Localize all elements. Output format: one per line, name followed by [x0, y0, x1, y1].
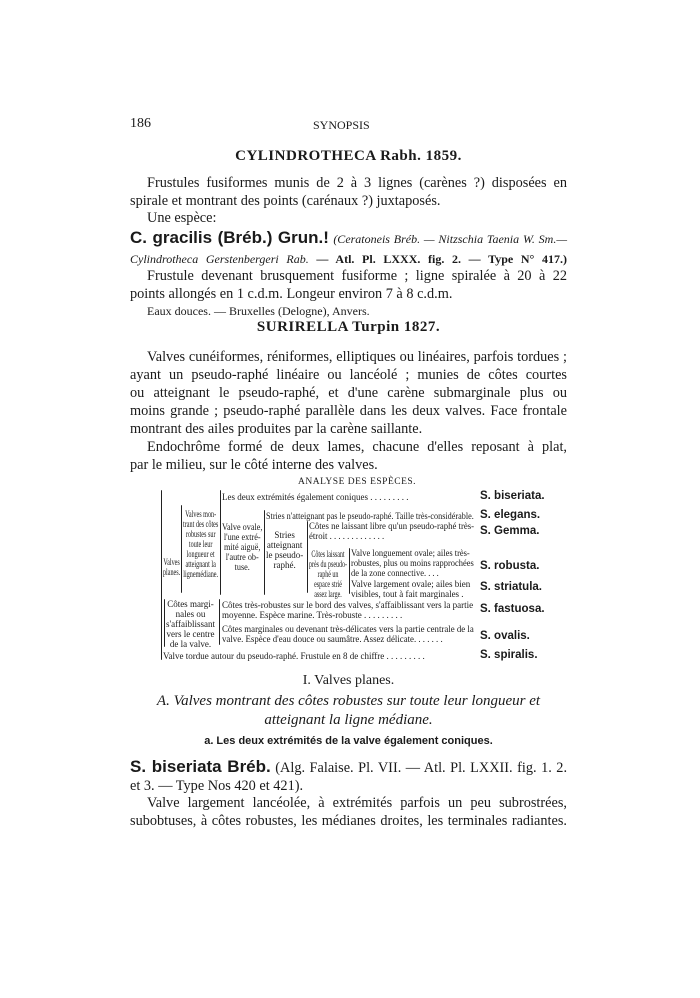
- text-line: Valves cunéiformes, réniformes, elliptiques ou linéaires, parfois tordues ;: [147, 349, 567, 365]
- section-subtitle: atteignant la ligne médiane.: [264, 712, 433, 728]
- key-text-line: assez large.: [314, 589, 342, 599]
- brace: [181, 505, 182, 593]
- key-text-line: moyenne. Espèce marine. Très-robuste . . . . . . . . .: [222, 610, 403, 620]
- lead-striatula: [351, 579, 470, 599]
- lead-fastuosa: [222, 600, 473, 620]
- key-text-line: tuse.: [234, 562, 250, 572]
- lead-robusta: [351, 548, 474, 578]
- species-name: C. gracilis (Bréb.) Grun.!: [130, 228, 329, 247]
- key-text-line: espace strié: [314, 579, 342, 589]
- atlas-ref: — Atl. Pl. LXXX. fig. 2. — Type N° 417.): [316, 252, 568, 266]
- key-text-line: valve. Espèce d'eau douce ou saumâtre. Assez délicate. . . . . . .: [222, 634, 443, 644]
- key-text-line: trant des côtes: [183, 519, 219, 529]
- key-text-line: le pseudo-: [266, 550, 304, 560]
- text-line: par le milieu, sur le côté interne des valves.: [130, 457, 378, 473]
- species-striatula: S. striatula.: [480, 581, 542, 593]
- key-text-line: raphé un: [317, 569, 339, 579]
- species-elegans: S. elegans.: [480, 509, 541, 521]
- brace: [220, 490, 221, 595]
- text-line: Valve largement lancéolée, à extrémités parfois un peu subrostrées,: [147, 795, 567, 811]
- species-heading-biseriata: [130, 758, 567, 777]
- key-text-line: robustes, plus ou moins rapprochées: [351, 558, 474, 568]
- species-spiralis: S. spiralis.: [480, 649, 538, 661]
- species-heading-gracilis: [130, 229, 567, 248]
- genus-title-cylindrotheca: CYLINDROTHECA Rabh. 1859.: [235, 148, 462, 164]
- key-text-line: nales ou: [175, 609, 206, 619]
- key-text-line: de la valve.: [169, 639, 212, 649]
- key-text-line: Valves: [163, 557, 180, 567]
- key-text-line: Valves mon-: [185, 509, 217, 519]
- lead-ovalis: [222, 624, 474, 644]
- text-line: moins grande ; pseudo-raphé parallèle dans les deux valves. Face frontale: [130, 403, 567, 419]
- text-line: ayant un pseudo-raphé linéaire ou lancéolé ; munies de côtes courtes: [130, 367, 567, 383]
- key-text-line: visibles, tout à fait marginales .: [351, 589, 464, 599]
- text-line: Frustule devenant brusquement fusiforme ; ligne spiralée à 20 à 22: [147, 268, 567, 284]
- species-ref-line: [130, 250, 567, 268]
- brace: [219, 599, 220, 645]
- key-text-line: planes.: [163, 567, 181, 577]
- running-title: SYNOPSIS: [313, 118, 370, 132]
- text-line: points allongés en 1 c.d.m. Longeur environ 7 à 8 c.d.m.: [130, 286, 453, 302]
- key-text-line: longueur et: [186, 549, 215, 559]
- key-text-line: Côtes laissant: [311, 549, 345, 559]
- species-ref: (Alg. Falaise. Pl. VII. — Atl. Pl. LXXII. fig. 1. 2.: [275, 760, 568, 776]
- brace: [264, 510, 265, 595]
- species-robusta: S. robusta.: [480, 560, 540, 572]
- key-text-line: l'une extré-: [223, 532, 261, 542]
- genus-title-surirella: SURIRELLA Turpin 1827.: [256, 319, 441, 335]
- key-stries: [266, 530, 303, 570]
- key-laissant: [309, 549, 347, 599]
- key-text-line: vers le centre: [166, 629, 215, 639]
- key-text-line: près du pseudo-: [309, 559, 347, 569]
- key-text-line: mité aiguë,: [224, 542, 261, 552]
- key-text-line: atteignant la: [185, 559, 216, 569]
- key-text-line: Valve ovale,: [222, 522, 263, 532]
- key-text-line: lignemédiane.: [183, 569, 219, 579]
- synonym: Cylindrotheca Gerstenbergeri Rab.: [130, 252, 309, 266]
- text-line: Une espèce:: [147, 210, 217, 226]
- species-fastuosa: S. fastuosa.: [480, 603, 545, 615]
- text-line: Endochrôme formé de deux lames, chacune d'elles reposant à plat,: [147, 439, 567, 455]
- key-marginales: [166, 599, 215, 649]
- lead-spiralis: Valve tordue autour du pseudo-raphé. Frustule en 8 de chiffre . . . . . . . . .: [163, 651, 425, 661]
- text-line: Frustules fusiformes munis de 2 à 3 lignes (carènes ?) disposées en: [147, 175, 567, 191]
- text-line: ou atteignant le pseudo-raphé, et d'une carène submarginale plus ou: [130, 385, 567, 401]
- habitat: Eaux douces. — Bruxelles (Delogne), Anvers.: [147, 304, 370, 318]
- species-ovalis: S. ovalis.: [480, 630, 530, 642]
- text-line: subobtuses, à côtes robustes, les médianes droites, les terminales radiantes.: [130, 813, 567, 829]
- key-text-line: de la zone connective. . . .: [351, 568, 439, 578]
- key-robustes: [183, 509, 218, 579]
- key-text-line: Stries: [274, 530, 295, 540]
- key-text-line: Côtes ne laissant libre qu'un pseudo-raphé très-: [309, 521, 475, 531]
- species-biseriata: S. biseriata.: [480, 490, 545, 502]
- lead-elegans: Stries n'atteignant pas le pseudo-raphé. Taille très-considérable.: [266, 511, 474, 521]
- species-ref: (Ceratoneis Bréb. — Nitzschia Taenia W. Sm.—: [333, 232, 567, 246]
- key-text-line: Côtes très-robustes sur le bord des valves, s'affaiblissant vers la partie: [222, 600, 474, 610]
- brace: [161, 490, 162, 660]
- lead-gemma: [309, 521, 474, 541]
- key-text-line: toute leur: [188, 539, 213, 549]
- key-text-line: étroit . . . . . . . . . . . . .: [309, 531, 385, 541]
- key-title: ANALYSE DES ESPÈCES.: [298, 477, 417, 487]
- page-number: 186: [130, 116, 151, 131]
- text-line: spirale et montrant des points (carénaux ?) juxtaposés.: [130, 193, 441, 209]
- key-text-line: raphé.: [273, 560, 296, 570]
- brace: [164, 599, 165, 647]
- subsection-title: a. Les deux extrémités de la valve également coniques.: [204, 735, 493, 747]
- lead-biseriata: Les deux extrémités également coniques . . . . . . . . .: [222, 492, 409, 502]
- key-text-line: s'affaiblissant: [166, 619, 215, 629]
- text-line: et 3. — Type Nos 420 et 421).: [130, 778, 304, 794]
- key-text-line: Côtes marginales ou devenant très-délicates vers la partie centrale de la: [222, 624, 474, 634]
- text-line: montrant des ailes produites par la carène saillante.: [130, 421, 423, 437]
- brace: [349, 548, 350, 594]
- section-title: I. Valves planes.: [302, 673, 395, 688]
- key-text-line: Valve largement ovale; ailes bien: [351, 579, 471, 589]
- species-name: S. biseriata Bréb.: [130, 757, 271, 776]
- section-subtitle: A. Valves montrant des côtes robustes sur toute leur longueur et: [156, 693, 541, 709]
- key-text-line: atteignant: [266, 540, 303, 550]
- key-text-line: Côtes margi-: [167, 599, 214, 609]
- brace: [307, 521, 308, 593]
- key-text-line: robustes sur: [185, 529, 216, 539]
- species-gemma: S. Gemma.: [480, 525, 540, 537]
- key-text-line: Valve longuement ovale; ailes très-: [351, 548, 470, 558]
- key-valves-planes: [163, 557, 180, 577]
- key-ovale: [222, 522, 262, 572]
- key-text-line: l'autre ob-: [225, 552, 259, 562]
